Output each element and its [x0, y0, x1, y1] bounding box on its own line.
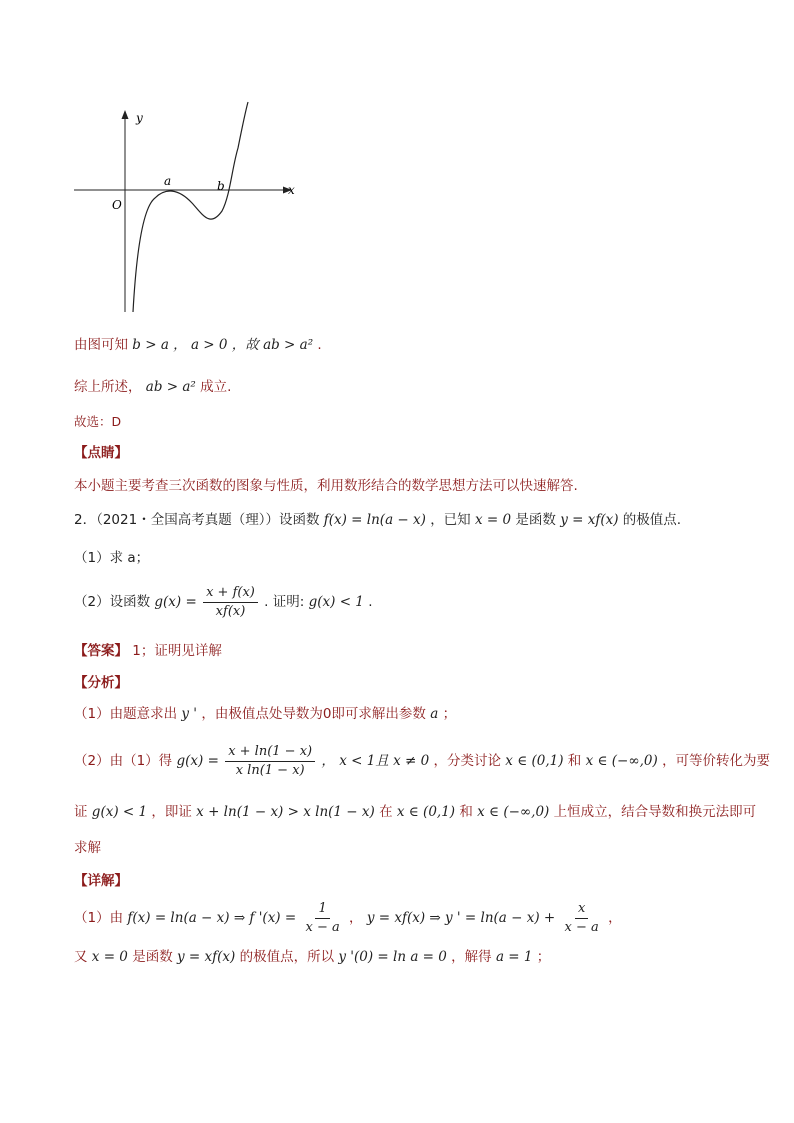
math-expression: g(x) =: [176, 753, 219, 769]
text: 和: [567, 753, 582, 769]
math-expression: y ': [181, 706, 198, 722]
math-inequality: g(x) < 1: [308, 594, 364, 610]
question-2: [74, 510, 681, 530]
point-b-label: b: [217, 179, 225, 193]
text: 上恒成立，结合导数和换元法即可: [553, 804, 757, 820]
section-tag-comment: 【点睛】: [74, 445, 128, 461]
text: ，分类讨论: [433, 753, 501, 769]
numerator: x + f(x): [203, 585, 258, 603]
math-inequality: g(x) < 1: [91, 804, 148, 820]
math-inequality: x + ln(1 − x) > x ln(1 − x): [196, 804, 375, 820]
denominator: x − a: [564, 919, 599, 935]
text: 的极值点，所以: [239, 949, 335, 965]
math-equation: y '(0) = ln a = 0: [338, 949, 447, 965]
question-label: 2．（2021・全国高考真题（理））设函数: [74, 512, 320, 528]
text: ，解得: [451, 949, 492, 965]
text: ，可等价转化为要: [662, 753, 771, 769]
numerator: 1: [315, 901, 329, 919]
section-tag-detail: 【详解】: [74, 873, 128, 889]
x-axis-label: x: [288, 183, 295, 197]
text: （2）由（1）得: [74, 753, 173, 769]
y-axis-label: y: [136, 111, 143, 125]
math-expression: g(x) =: [154, 594, 197, 610]
numerator: x: [575, 901, 588, 919]
math-expression: y = xf(x): [177, 949, 236, 965]
math-interval: x ∈ (0,1): [505, 753, 564, 769]
text: 在: [379, 804, 393, 820]
detail-line-1: [74, 898, 622, 938]
summary-line: [74, 377, 231, 397]
text: 是函数: [515, 512, 556, 528]
math-solution: a = 1: [495, 949, 533, 965]
math-inequality: b > a ， a > 0 ，故 ab > a²: [132, 337, 314, 353]
answer-choice: 故选：D: [74, 414, 122, 429]
text: （1）由: [74, 910, 124, 926]
y-axis-arrow: [122, 110, 129, 119]
denominator: x ln(1 − x): [235, 762, 305, 778]
text: ，即证: [151, 804, 192, 820]
sub-question-1: （1）求 a；: [74, 550, 150, 566]
analysis-line-4: 求解: [74, 840, 101, 856]
text: 和: [459, 804, 473, 820]
point-a-label: a: [164, 174, 172, 188]
text: 的极值点.: [622, 512, 682, 528]
text: ；: [536, 949, 551, 965]
cubic-graph: [70, 98, 310, 328]
fraction: [562, 901, 602, 936]
numerator: x + ln(1 − x): [225, 744, 315, 762]
cubic-curve: [133, 102, 248, 312]
math-interval: x ∈ (−∞,0): [585, 753, 658, 769]
section-tag-analysis: 【分析】: [74, 675, 128, 691]
text: ，已知: [430, 512, 471, 528]
text: ，由极值点处导数为0即可求解出参数: [201, 706, 426, 722]
text: （1）由题意求出: [74, 706, 178, 722]
origin-label: O: [112, 198, 122, 212]
text: .: [317, 337, 322, 353]
math-expression: x = 0: [91, 949, 128, 965]
math-derivative: f(x) = ln(a − x) ⇒ f '(x) =: [127, 910, 297, 926]
text: 证: [74, 804, 88, 820]
math-expression: x = 0: [474, 512, 512, 528]
text: ，: [349, 910, 363, 926]
text: . 证明:: [264, 594, 305, 610]
math-expression: a: [430, 706, 439, 722]
text: .: [368, 594, 373, 610]
analysis-line-3: [74, 802, 756, 822]
conclusion-line: [74, 335, 322, 355]
text: （2）设函数: [74, 594, 151, 610]
text: ，: [608, 910, 622, 926]
math-interval: x ∈ (−∞,0): [477, 804, 550, 820]
fraction: [225, 744, 315, 779]
detail-line-2: [74, 947, 550, 967]
fraction: [203, 585, 258, 620]
math-derivative: y = xf(x) ⇒ y ' = ln(a − x) +: [366, 910, 556, 926]
sub-question-2: [74, 582, 372, 622]
text: 是函数: [132, 949, 173, 965]
comment-text: 本小题主要考查三次函数的图象与性质，利用数形结合的数学思想方法可以快速解答.: [74, 478, 578, 494]
text: 又: [74, 949, 88, 965]
text: 成立.: [200, 379, 232, 395]
math-inequality: ab > a²: [145, 379, 196, 395]
math-expression: y = xf(x): [560, 512, 619, 528]
denominator: xf(x): [215, 603, 246, 619]
text: ；: [442, 706, 457, 722]
math-interval: x ∈ (0,1): [396, 804, 456, 820]
analysis-line-2: [74, 741, 770, 781]
answer-text: 1；证明见详解: [132, 643, 222, 659]
text: 由图可知: [74, 337, 128, 353]
section-tag-answer: 【答案】: [74, 643, 128, 659]
text: 综上所述，: [74, 379, 142, 395]
denominator: x − a: [305, 919, 340, 935]
answer-line: [74, 641, 222, 661]
analysis-line-1: [74, 704, 456, 724]
math-function: f(x) = ln(a − x): [323, 512, 426, 528]
math-condition: ， x < 1且 x ≠ 0: [321, 753, 430, 769]
fraction: [302, 901, 342, 936]
